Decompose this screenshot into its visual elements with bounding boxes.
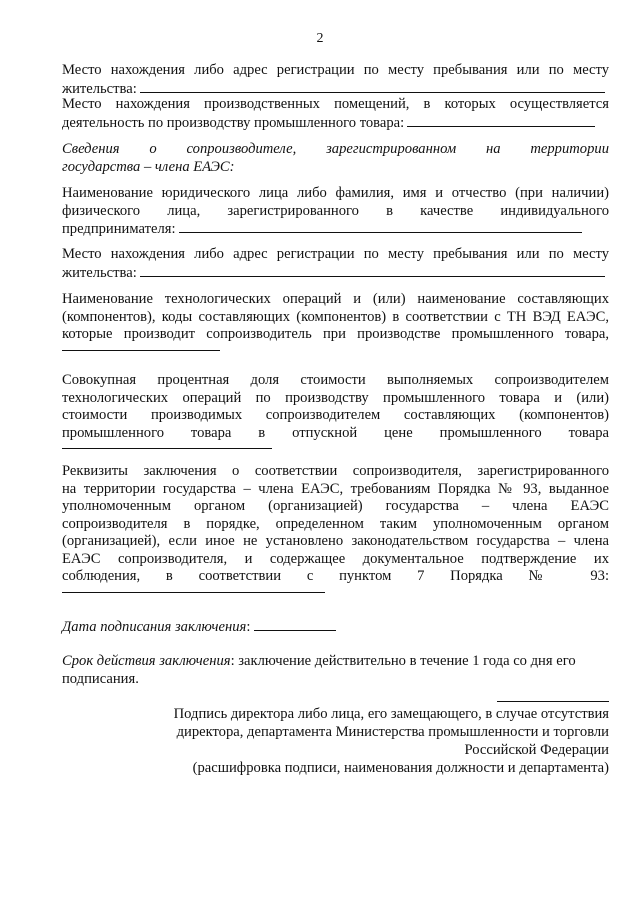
validity-line-1 [62, 653, 609, 671]
coproducer-residence-line-1: Место нахождения либо адрес регистрации по месту пребывания или по месту [62, 246, 609, 262]
coproducer-residence-blank[interactable] [140, 264, 605, 277]
conclusion-details-block [62, 463, 609, 593]
conclusion-line-2: на территории государства – члена ЕАЭС, требованиям Порядка № 93, выданное [62, 480, 609, 497]
cost-share-line-1: Совокупная процентная доля стоимости выполняемых сопроизводителем [62, 372, 609, 388]
residence-address-line-1: Место нахождения либо адрес регистрации по месту пребывания или по месту [62, 62, 609, 78]
signature-line-3: Российской Федерации [464, 742, 609, 758]
production-premises-line-2 [62, 114, 609, 133]
coproducer-residence-block [62, 246, 609, 282]
coproducer-heading-line-1: Сведения о сопроизводителе, зарегистрированном на территории [62, 141, 609, 157]
operations-block [62, 291, 609, 351]
signing-date-label: Дата подписания заключения [62, 619, 247, 635]
coproducer-name-blank[interactable] [179, 220, 582, 233]
validity-text: : заключение действительно в течение 1 года со дня его [230, 653, 576, 669]
production-premises-line-1: Место нахождения производственных помещений, в которых осуществляется [62, 96, 609, 112]
signing-date-colon: : [246, 619, 251, 635]
conclusion-line-1: Реквизиты заключения о соответствии сопроизводителя, зарегистрированного [62, 463, 609, 479]
signature-line-1: Подпись директора либо лица, его замещающего, в случае отсутствия [173, 706, 609, 722]
residence-address-label: жительства: [62, 80, 137, 97]
coproducer-name-line-2: физического лица, зарегистрированного в качестве индивидуального [62, 202, 609, 219]
conclusion-line-7: соблюдения, в соответствии с пунктом 7 Порядка № 93: [62, 568, 609, 584]
page-number: 2 [316, 31, 324, 46]
operations-line-2: (компонентов), коды составляющих (компонентов) в соответствии с ТН ВЭД ЕАЭС, [62, 308, 609, 325]
cost-share-blank[interactable] [62, 448, 272, 449]
validity-line-2: подписания. [62, 670, 139, 687]
operations-blank[interactable] [62, 350, 220, 351]
coproducer-heading [62, 141, 609, 176]
coproducer-name-line-1: Наименование юридического лица либо фамилия, имя и отчество (при наличии) [62, 185, 609, 201]
operations-line-1: Наименование технологических операций и (или) наименование составляющих [62, 291, 609, 307]
signature-block [130, 705, 609, 777]
coproducer-name-label: предпринимателя: [62, 221, 176, 237]
coproducer-residence-line-2 [62, 264, 609, 283]
cost-share-block [62, 372, 609, 449]
conclusion-line-3: уполномоченным органом (организацией) государства – члена ЕАЭС [62, 498, 609, 514]
signing-date-line [62, 618, 609, 637]
production-premises-block [62, 96, 609, 132]
cost-share-line-4: промышленного товара в отпускной цене промышленного товара [62, 424, 609, 441]
signature-line-4: (расшифровка подписи, наименования должности и департамента) [192, 760, 609, 776]
production-premises-blank[interactable] [407, 114, 595, 127]
cost-share-line-3: стоимости производимых сопроизводителем составляющих (компонентов) [62, 407, 609, 423]
conclusion-blank[interactable] [62, 592, 325, 593]
operations-line-3: которые производит сопроизводитель при производстве промышленного товара, [62, 326, 609, 342]
conclusion-line-6: ЕАЭС сопроизводителя, и содержащее документальное подтверждение их [62, 550, 609, 567]
coproducer-residence-label: жительства: [62, 264, 137, 281]
coproducer-name-line-3 [62, 220, 609, 239]
validity-label: Срок действия заключения [62, 653, 231, 669]
conclusion-line-4: сопроизводителя в порядке, определенном таким уполномоченным органом [62, 515, 609, 532]
validity-block [62, 653, 609, 688]
signing-date-blank[interactable] [254, 618, 336, 631]
signing-date-block [62, 618, 609, 637]
coproducer-name-block [62, 185, 609, 239]
signature-blank[interactable] [497, 701, 609, 702]
production-premises-label: деятельность по производству промышленного товара: [62, 114, 405, 131]
signature-line-2: директора, департамента Министерства промышленности и торговли [176, 724, 609, 740]
residence-address-blank[interactable] [140, 80, 605, 93]
residence-address-block [62, 62, 609, 98]
coproducer-heading-line-2: государства – члена ЕАЭС: [62, 158, 235, 175]
cost-share-line-2: технологических операций по производству промышленного товара и (или) [62, 389, 609, 406]
conclusion-line-5: (организацией), если иное не установлено законодательством государства – члена [62, 533, 609, 549]
